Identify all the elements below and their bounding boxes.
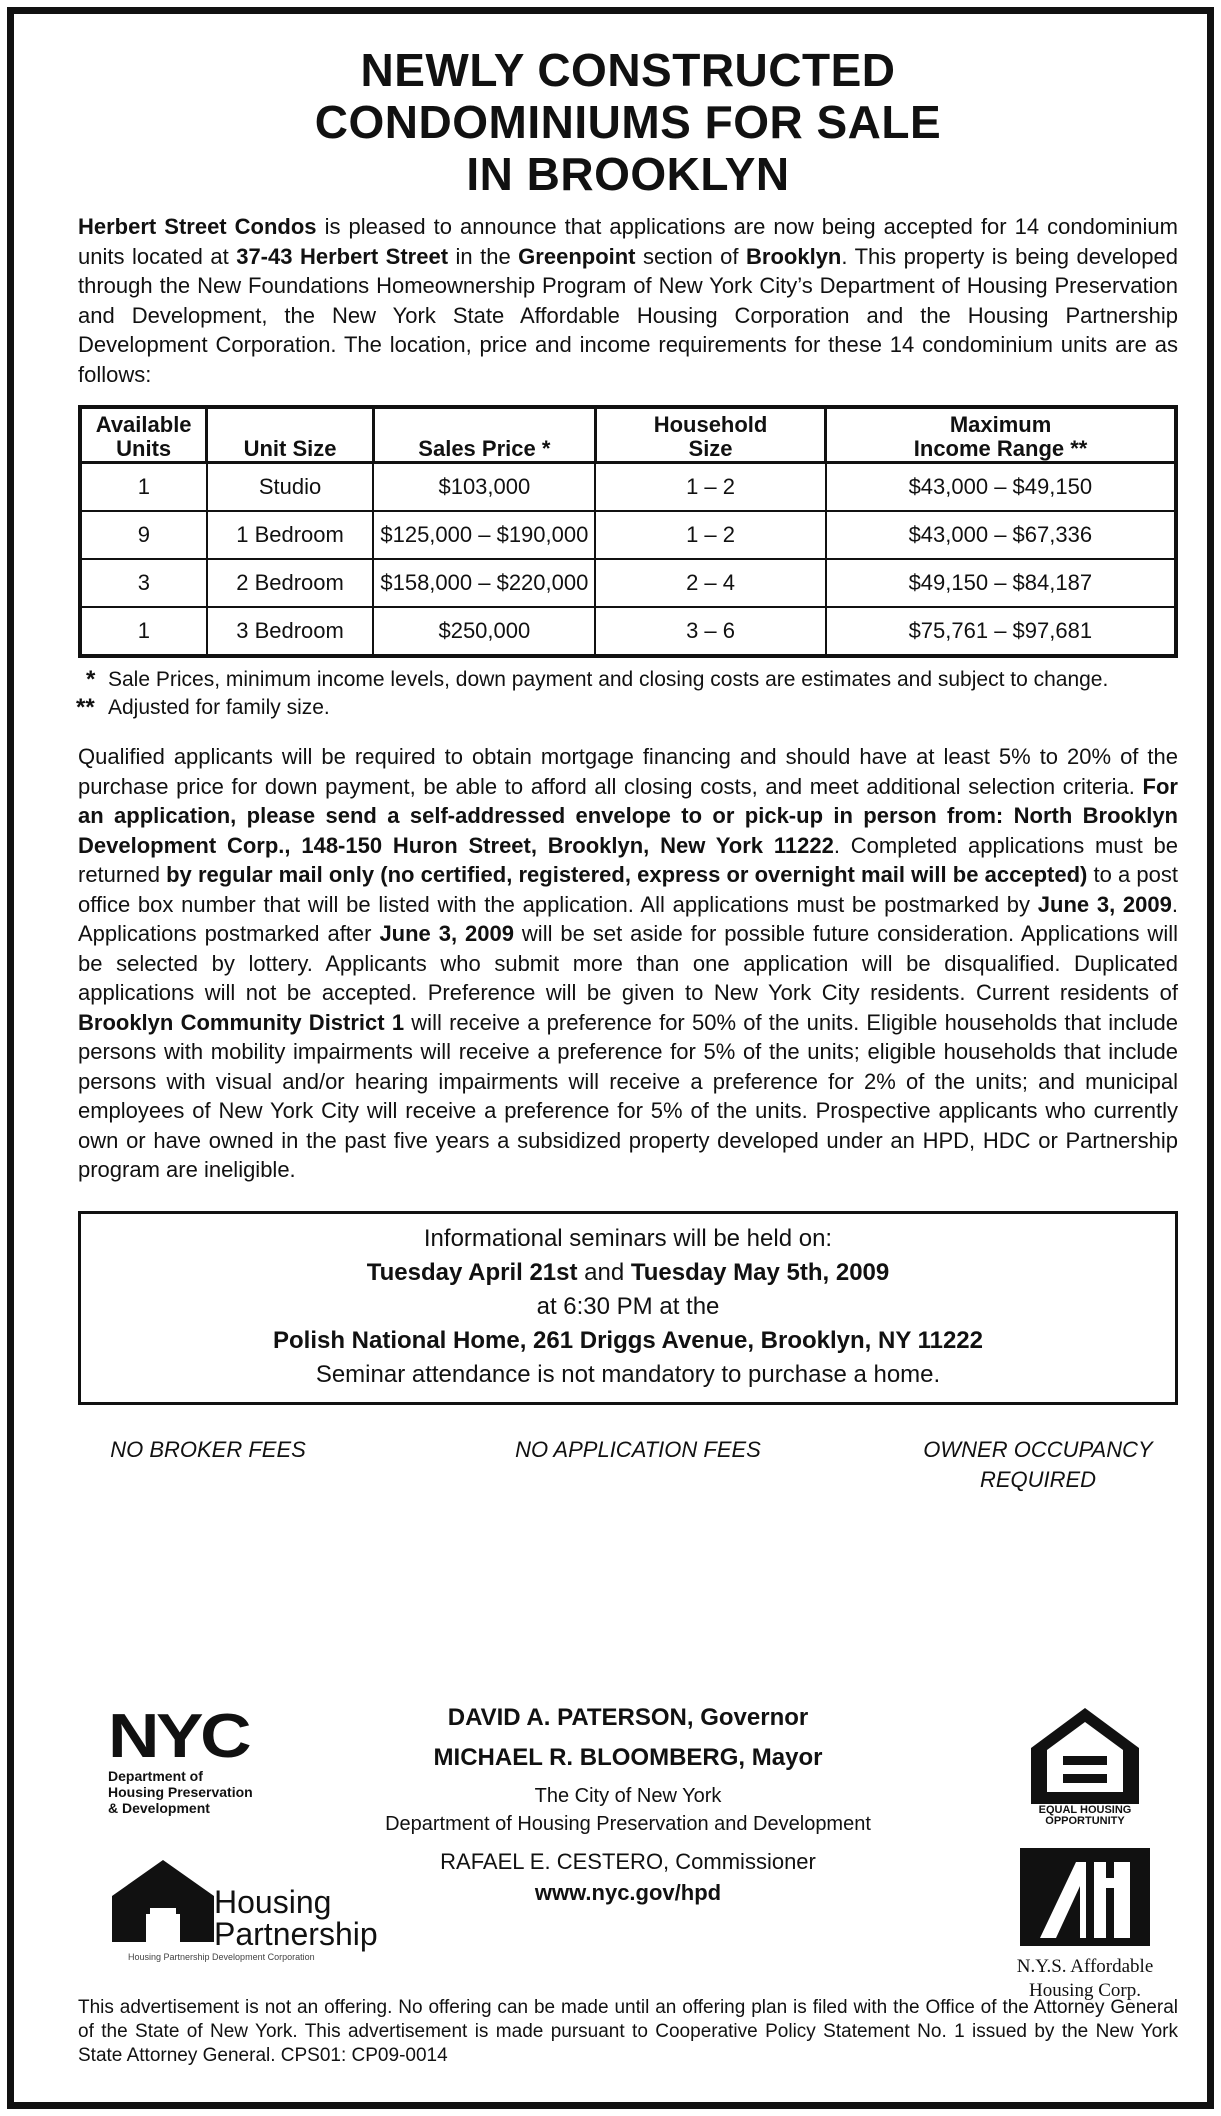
- cell-units: 9: [80, 511, 207, 559]
- partnership-name: Housing Partnership: [214, 1884, 378, 1952]
- title-line-2: CONDOMINIUMS FOR SALE: [314, 96, 942, 148]
- partnership-subtitle: Housing Partnership Development Corporation: [128, 1952, 315, 1962]
- seminar-intro: Informational seminars will be held on:: [423, 1224, 833, 1252]
- header-household-size: Household Size: [595, 407, 825, 463]
- borough: Brooklyn: [746, 243, 842, 269]
- owner-occupancy: OWNER OCCUPANCY REQUIRED: [923, 1436, 1153, 1492]
- ad-frame: [7, 7, 1214, 2109]
- cell-household: 3 – 6: [595, 607, 825, 656]
- nys-affordable-housing-logo: [1000, 1848, 1170, 2003]
- property-address: 37-43 Herbert Street: [236, 243, 449, 269]
- footnote-text: Adjusted for family size.: [108, 696, 330, 719]
- equal-housing-logo: [1022, 1704, 1148, 1827]
- intro-text-1: is pleased to announce that applications are now being accepted for 14 condominium units located at: [78, 214, 1178, 269]
- asterisk-mark: *: [86, 666, 96, 693]
- nys-ahc-text: N.Y.S. Affordable Housing Corp.: [1016, 1956, 1154, 2001]
- header-available-units: Available Units: [80, 407, 207, 463]
- nyc-hpd-text: Department of Housing Preservation & Development: [108, 1768, 253, 1816]
- intro-text-2: in the: [448, 243, 519, 269]
- cell-income: $43,000 – $49,150: [826, 463, 1176, 512]
- cell-income: $49,150 – $84,187: [826, 559, 1176, 607]
- nys-ahc-mark-icon: [1020, 1848, 1150, 1946]
- cell-units: 1: [80, 463, 207, 512]
- seminar-time: at 6:30 PM at the: [536, 1292, 720, 1320]
- mail-requirement: by regular mail only (no certified, registered, express or overnight mail will be accepted): [166, 862, 1088, 887]
- no-application-fees: NO APPLICATION FEES: [515, 1436, 761, 1462]
- title-line-1: NEWLY CONSTRUCTED: [360, 44, 896, 96]
- cell-size: 3 Bedroom: [207, 607, 373, 656]
- cell-price: $125,000 – $190,000: [373, 511, 595, 559]
- no-broker-fees: NO BROKER FEES: [110, 1436, 306, 1462]
- footnote-family-size: [78, 694, 1178, 722]
- cell-income: $43,000 – $67,336: [826, 511, 1176, 559]
- mayor: MICHAEL R. BLOOMBERG, Mayor: [433, 1744, 823, 1771]
- cell-price: $103,000: [373, 463, 595, 512]
- double-asterisk-mark: **: [76, 694, 95, 721]
- cell-size: Studio: [207, 463, 373, 512]
- intro-text-3: section of: [635, 243, 747, 269]
- table-row: [80, 511, 1176, 559]
- page-title: [78, 44, 1178, 200]
- department-name: Department of Housing Preservation and Development: [385, 1813, 871, 1835]
- cell-income: $75,761 – $97,681: [826, 607, 1176, 656]
- intro-paragraph: [78, 212, 1178, 389]
- cell-household: 1 – 2: [595, 463, 825, 512]
- title-line-3: IN BROOKLYN: [466, 148, 790, 200]
- nyc-wordmark: NYC: [108, 1702, 249, 1771]
- community-district: Brooklyn Community District 1: [78, 1009, 405, 1035]
- neighborhood: Greenpoint: [518, 243, 636, 269]
- website: www.nyc.gov/hpd: [534, 1880, 722, 1905]
- application-instructions: For an application, please send a self-addressed envelope to or pick-up in person from: North Brooklyn Development Corp., 148-150 Huron Street, Brooklyn, New York 11222: [78, 773, 1178, 858]
- cell-units: 3: [80, 559, 207, 607]
- table-row: [80, 607, 1176, 656]
- header-sales-price: Sales Price *: [373, 407, 595, 463]
- requirements-paragraph: Qualified applicants will be required to obtain mortgage financing and should have at least 5% to 20% of the purchase price for down payment, be able to afford all closing costs, and meet additional selection criteria. For an application, please send a self-addressed envelope to or pick-up in person from: North Brooklyn Development Corp., 148-150 Huron Street, Brooklyn, New York 11222. Completed applications must be returned by regular mail only (no certified, registered, express or overnight mail will be accepted) to a post office box number that will be listed with the application. All applications must be postmarked by June 3, 2009. Applications postmarked after June 3, 2009 will be set aside for possible future consideration. Applications will be selected by lottery. Applicants who submit more than one application will be disqualified. Duplicated applications will not be accepted. Preference will be given to New York City residents. Current residents of Brooklyn Community District 1 will receive a preference for 50% of the units. Eligible households that include persons with mobility impairments will receive a preference for 5% of the units; eligible households that include persons with visual and/or hearing impairments will receive a preference for 2% of the units; and municipal employees of New York City will receive a preference for 5% of the units. Prospective applicants who currently own or have owned in the past five years a subsidized property developed under an HPD, HDC or Partnership program are ineligible.: [78, 744, 1178, 1182]
- ad-content: [76, 44, 1178, 2066]
- table-row: [80, 463, 1176, 512]
- cell-household: 2 – 4: [595, 559, 825, 607]
- cell-price: $158,000 – $220,000: [373, 559, 595, 607]
- postmark-deadline-repeat: June 3, 2009: [379, 921, 514, 946]
- footnote-text: Sale Prices, minimum income levels, down payment and closing costs are estimates and subject to change.: [108, 668, 1109, 691]
- cell-units: 1: [80, 607, 207, 656]
- intro-text-4: . This property is being developed through the New Foundations Homeownership Program of New York City’s Department of Housing Preservation and Development, the New York State Affordable Housing Corporation and the Housing Partnership Development Corporation. The location, price and income requirements for these 14 condominium units are as follows:: [78, 243, 1178, 387]
- cell-price: $250,000: [373, 607, 595, 656]
- units-table: [78, 405, 1178, 658]
- developer-name: Herbert Street Condos: [78, 214, 317, 239]
- footnote-estimates: [78, 666, 1178, 694]
- postmark-deadline: June 3, 2009: [1037, 891, 1172, 917]
- seminar-dates: Tuesday April 21st and Tuesday May 5th, 2009: [366, 1258, 890, 1286]
- table-header-row: [80, 407, 1176, 463]
- fees-row: [78, 1435, 1178, 1495]
- cell-size: 1 Bedroom: [207, 511, 373, 559]
- equal-housing-text: EQUAL HOUSING OPPORTUNITY: [1038, 1804, 1132, 1827]
- seminar-note: Seminar attendance is not mandatory to purchase a home.: [315, 1360, 941, 1388]
- city-name: The City of New York: [534, 1785, 722, 1807]
- header-income-range: Maximum Income Range **: [826, 407, 1176, 463]
- seminar-box: [78, 1211, 1178, 1405]
- cell-household: 1 – 2: [595, 511, 825, 559]
- equal-housing-house-icon: [1027, 1704, 1143, 1806]
- cell-size: 2 Bedroom: [207, 559, 373, 607]
- table-row: [80, 559, 1176, 607]
- governor: DAVID A. PATERSON, Governor: [447, 1704, 809, 1731]
- commissioner: RAFAEL E. CESTERO, Commissioner: [440, 1849, 816, 1874]
- header-unit-size: Unit Size: [207, 407, 373, 463]
- legal-disclaimer: This advertisement is not an offering. No offering can be made until an offering plan is filed with the Office of the Attorney General of the State of New York. This advertisement is made pursuant to Cooperative Policy Statement No. 1 issued by the New York State Attorney General. CPS01: CP09-0014: [78, 1997, 1178, 2066]
- seminar-venue: Polish National Home, 261 Driggs Avenue, Brooklyn, NY 11222: [272, 1326, 983, 1354]
